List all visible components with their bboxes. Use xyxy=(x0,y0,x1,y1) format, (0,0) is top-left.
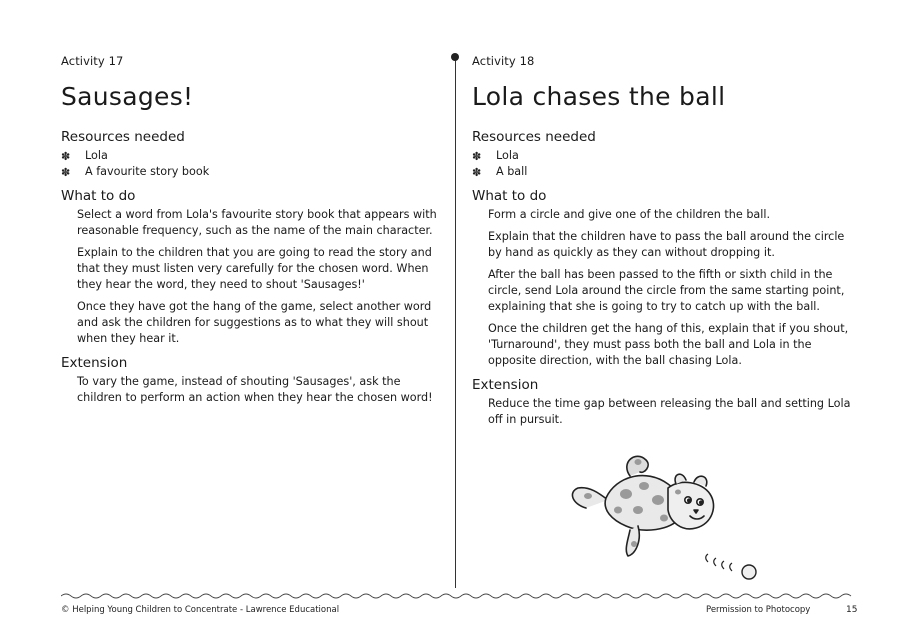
resources-list xyxy=(472,148,857,180)
footer-wavy-rule xyxy=(61,592,855,600)
extension-heading: Extension xyxy=(61,355,128,371)
resource-label: A favourite story book xyxy=(85,165,210,178)
instruction-paragraph: Explain that the children have to pass the ball around the circle by hand as quickly as they can without dropping it. xyxy=(488,230,845,259)
what-to-do-heading: What to do xyxy=(61,188,136,204)
instruction-paragraph: Once the children get the hang of this, explain that if you shout, 'Turnaround', they must pass both the ball and Lola in the opposite direction, with the ball chasing Lola. xyxy=(488,322,849,367)
flower-icon: ✽ xyxy=(472,165,482,179)
extension-heading: Extension xyxy=(472,377,539,393)
resource-item xyxy=(472,148,857,164)
activity-18-column xyxy=(472,54,857,434)
flower-icon: ✽ xyxy=(472,149,482,163)
instruction-paragraph: Once they have got the hang of the game, select another word and ask the children for suggestions as to what they will shout when they hear it. xyxy=(77,300,432,345)
footer-copyright: © Helping Young Children to Concentrate - Lawrence Educational xyxy=(61,605,340,615)
instruction-paragraph: After the ball has been passed to the fifth or sixth child in the circle, send Lola around the circle from the same starting point, explaining that she is going to try to catch up with the ball. xyxy=(488,268,845,313)
instruction-paragraph: Explain to the children that you are going to read the story and that they must listen very carefully for the chosen word. When they hear the word, they need to shout 'Sausages!' xyxy=(77,246,432,291)
ball xyxy=(742,565,756,579)
activity-17-column xyxy=(61,54,446,412)
page-divider xyxy=(455,58,456,588)
divider-dot xyxy=(451,53,459,61)
flower-icon: ✽ xyxy=(61,165,71,179)
instruction-paragraph: Form a circle and give one of the children the ball. xyxy=(488,208,771,221)
page-number: 15 xyxy=(846,605,858,615)
resource-item xyxy=(61,164,446,180)
instruction-paragraph: Select a word from Lola's favourite story book that appears with reasonable frequency, such as the name of the main character. xyxy=(77,208,437,237)
extension-paragraph: Reduce the time gap between releasing the ball and setting Lola off in pursuit. xyxy=(488,397,851,426)
footer-permission: Permission to Photocopy xyxy=(706,605,811,615)
extension-paragraph: To vary the game, instead of shouting 'Sausages', ask the children to perform an action when they hear the chosen word! xyxy=(77,375,433,404)
resource-label: A ball xyxy=(496,165,528,178)
resource-label: Lola xyxy=(496,149,519,162)
activity-title: Lola chases the ball xyxy=(472,82,726,111)
leopard-illustration xyxy=(568,448,768,588)
resource-item xyxy=(472,164,857,180)
resource-item xyxy=(61,148,446,164)
resources-heading: Resources needed xyxy=(61,129,185,145)
resources-list xyxy=(61,148,446,180)
flower-icon: ✽ xyxy=(61,149,71,163)
what-to-do-heading: What to do xyxy=(472,188,547,204)
resources-heading: Resources needed xyxy=(472,129,596,145)
activity-number: Activity 18 xyxy=(472,54,535,68)
activity-number: Activity 17 xyxy=(61,54,124,68)
activity-title: Sausages! xyxy=(61,82,194,111)
resource-label: Lola xyxy=(85,149,108,162)
